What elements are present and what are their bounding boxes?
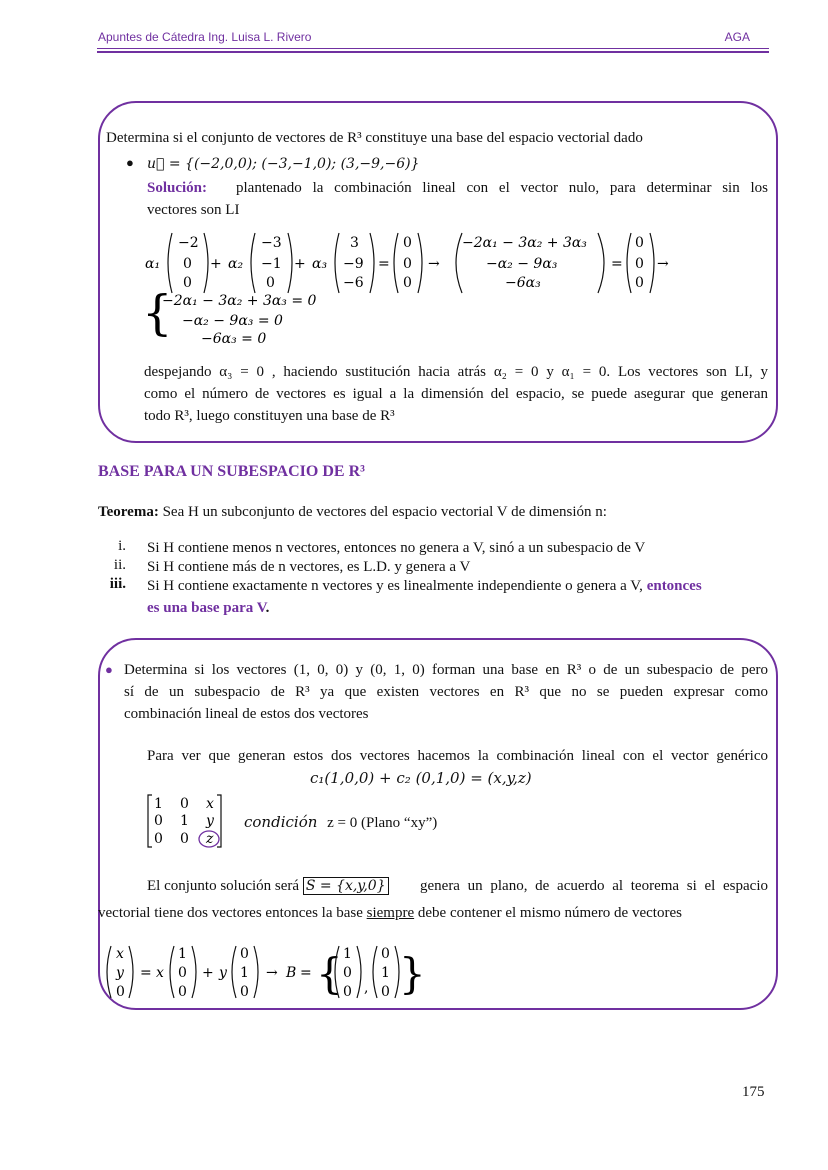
zero2-2: 0 bbox=[635, 275, 644, 291]
zero2-1: 0 bbox=[635, 256, 644, 272]
alpha2: α₂ bbox=[228, 256, 244, 272]
zero-0: 0 bbox=[403, 235, 412, 251]
solution-line-2: vectores son LI bbox=[147, 202, 240, 218]
theorem-label: Teorema: bbox=[98, 504, 159, 520]
v2-1: −1 bbox=[261, 256, 282, 272]
m10: 0 bbox=[154, 813, 163, 829]
item-number: i. bbox=[118, 538, 126, 554]
v3-2: −6 bbox=[343, 275, 364, 291]
item-number: ii. bbox=[113, 557, 126, 573]
m01: 0 bbox=[180, 796, 189, 812]
plus-1: + bbox=[210, 256, 222, 272]
vectorial-text-b: debe contener el mismo número de vectores bbox=[417, 905, 682, 921]
combo-2: −6α₃ bbox=[505, 275, 541, 291]
m20: 0 bbox=[154, 831, 163, 847]
theorem-item-text: Si H contiene exactamente n vectores y es linealmente independiente o genera a V, bbox=[147, 578, 643, 594]
system-1: −α₂ − 9α₃ = 0 bbox=[182, 313, 283, 329]
v2-2: 0 bbox=[266, 275, 275, 291]
combo-1: −α₂ − 9α₃ bbox=[486, 256, 558, 272]
v2-0: −3 bbox=[261, 235, 282, 251]
header-title: Apuntes de Cátedra Ing. Luisa L. Rivero bbox=[98, 30, 312, 44]
v-x: x bbox=[116, 946, 124, 962]
brace: { bbox=[142, 285, 173, 341]
conclusion-line-2: como el número de vectores es igual a la dimensión del espacio, se puede asegurar que generan bbox=[144, 386, 768, 402]
vectorial-line bbox=[98, 903, 682, 923]
header-course: AGA bbox=[724, 30, 750, 44]
box2-question-2: sí de un subespacio de R³ ya que existen vectores en R³ que no se pueden expresar como bbox=[124, 684, 768, 700]
arrow-2: → bbox=[657, 256, 669, 272]
solution-set-box: S = {x,y,0} bbox=[303, 877, 389, 895]
basis-B: B bbox=[286, 965, 297, 981]
box2-question-3: combinación lineal de estos dos vectores bbox=[124, 706, 369, 722]
svg-text:+: + bbox=[202, 965, 214, 981]
section-title: BASE PARA UN SUBESPACIO DE R³ bbox=[98, 463, 365, 480]
linear-combination-equation bbox=[0, 225, 828, 345]
e1-1: 0 bbox=[178, 965, 187, 981]
theorem-emph: entonces bbox=[646, 578, 702, 594]
vector-set: u⃗ = {(−2,0,0); (−3,−1,0); (3,−9,−6)} bbox=[147, 156, 420, 172]
v3-0: 3 bbox=[350, 235, 359, 251]
e2-0: 0 bbox=[240, 946, 249, 962]
header-rule-thick bbox=[97, 51, 769, 53]
b1-1: 0 bbox=[343, 965, 352, 981]
e1-2: 0 bbox=[178, 984, 187, 1000]
v1-1: 0 bbox=[183, 256, 192, 272]
theorem-item: Si H contiene más de n vectores, es L.D. y genera a V bbox=[147, 559, 471, 575]
equals-2: = bbox=[611, 256, 623, 272]
zero-2: 0 bbox=[403, 275, 412, 291]
svg-text:{: { bbox=[316, 949, 343, 998]
generic-combination: c₁(1,0,0) + c₂ (0,1,0) = (x,y,z) bbox=[310, 769, 532, 787]
solution-set-line bbox=[147, 876, 389, 896]
svg-text:,: , bbox=[364, 980, 369, 996]
solution-label: Solución: bbox=[147, 180, 208, 196]
condition-text: z = 0 (Plano “xy”) bbox=[327, 815, 438, 831]
theorem-item: Si H contiene menos n vectores, entonces no genera a V, sinó a un subespacio de V bbox=[147, 540, 646, 556]
alpha3: α₃ bbox=[312, 256, 328, 272]
basis-equation bbox=[96, 940, 516, 1010]
box2-question-1: Determina si los vectores (1, 0, 0) y (0, 1, 0) forman una base en R³ o de un subespacio de pero bbox=[124, 662, 768, 678]
m00: 1 bbox=[154, 796, 163, 812]
solution-line-1: plantenado la combinación lineal con el vector nulo, para determinar sin los bbox=[236, 180, 768, 196]
coef-y: y bbox=[219, 965, 227, 981]
bullet-icon: ● bbox=[105, 662, 113, 677]
theorem-emph-2: es una base para V bbox=[147, 600, 266, 616]
zero2-0: 0 bbox=[635, 235, 644, 251]
m22: z bbox=[206, 831, 214, 847]
m21: 0 bbox=[180, 831, 189, 847]
coef-x: x bbox=[156, 965, 164, 981]
b2-0: 0 bbox=[381, 946, 390, 962]
page-header bbox=[98, 30, 750, 44]
alpha1: α₁ bbox=[145, 256, 161, 272]
box1-prompt: Determina si el conjunto de vectores de R³ constituye una base del espacio vectorial dado bbox=[106, 130, 643, 146]
equals-1: = bbox=[378, 256, 390, 272]
e2-1: 1 bbox=[240, 965, 249, 981]
b1-2: 0 bbox=[343, 984, 352, 1000]
e1-0: 1 bbox=[178, 946, 187, 962]
v1-2: 0 bbox=[183, 275, 192, 291]
bullet-icon: ● bbox=[126, 155, 134, 170]
condition-label: condición bbox=[244, 813, 318, 831]
e2-2: 0 bbox=[240, 984, 249, 1000]
v-0: 0 bbox=[116, 984, 125, 1000]
solution-set-text: El conjunto solución será bbox=[147, 878, 300, 894]
theorem-item bbox=[147, 576, 702, 596]
system-2: −6α₃ = 0 bbox=[201, 331, 267, 345]
conclusion-line-3: todo R³, luego constituyen una base de R³ bbox=[144, 408, 395, 424]
system-0: −2α₁ − 3α₂ + 3α₃ = 0 bbox=[162, 293, 317, 309]
combo-0: −2α₁ − 3α₂ + 3α₃ bbox=[462, 235, 587, 251]
box2-paragraph: Para ver que generan estos dos vectores hacemos la combinación lineal con el vector genérico bbox=[147, 748, 768, 764]
svg-text:=: = bbox=[300, 965, 312, 981]
vectorial-text-a: vectorial tiene dos vectores entonces la base bbox=[98, 905, 363, 921]
condition bbox=[244, 812, 437, 833]
v3-1: −9 bbox=[343, 256, 364, 272]
svg-text:=: = bbox=[140, 965, 152, 981]
header-rule bbox=[97, 48, 769, 49]
m12: y bbox=[206, 813, 214, 829]
b2-2: 0 bbox=[381, 984, 390, 1000]
theorem-item-cont: es una base para V. bbox=[147, 600, 270, 616]
svg-text:→: → bbox=[266, 965, 278, 981]
zero-1: 0 bbox=[403, 256, 412, 272]
m11: 1 bbox=[180, 813, 189, 829]
b2-1: 1 bbox=[381, 965, 390, 981]
theorem bbox=[98, 502, 607, 522]
arrow-1: → bbox=[428, 256, 440, 272]
m02: x bbox=[206, 796, 214, 812]
svg-text:}: } bbox=[399, 949, 426, 998]
plus-2: + bbox=[294, 256, 306, 272]
b1-0: 1 bbox=[343, 946, 352, 962]
page-number: 175 bbox=[742, 1084, 765, 1100]
v-y: y bbox=[116, 965, 124, 981]
conclusion-line-1: despejando α₃ = 0 , haciendo sustitución hacia atrás α₂ = 0 y α₁ = 0. Los vectores son LI, y bbox=[144, 364, 768, 380]
item-number: iii. bbox=[109, 576, 126, 592]
underlined-siempre: siempre bbox=[366, 905, 415, 921]
solution-set-rest: genera un plano, de acuerdo al teorema si el espacio bbox=[420, 878, 768, 894]
v1-0: −2 bbox=[178, 235, 199, 251]
theorem-text: Sea H un subconjunto de vectores del espacio vectorial V de dimensión n: bbox=[162, 504, 607, 520]
